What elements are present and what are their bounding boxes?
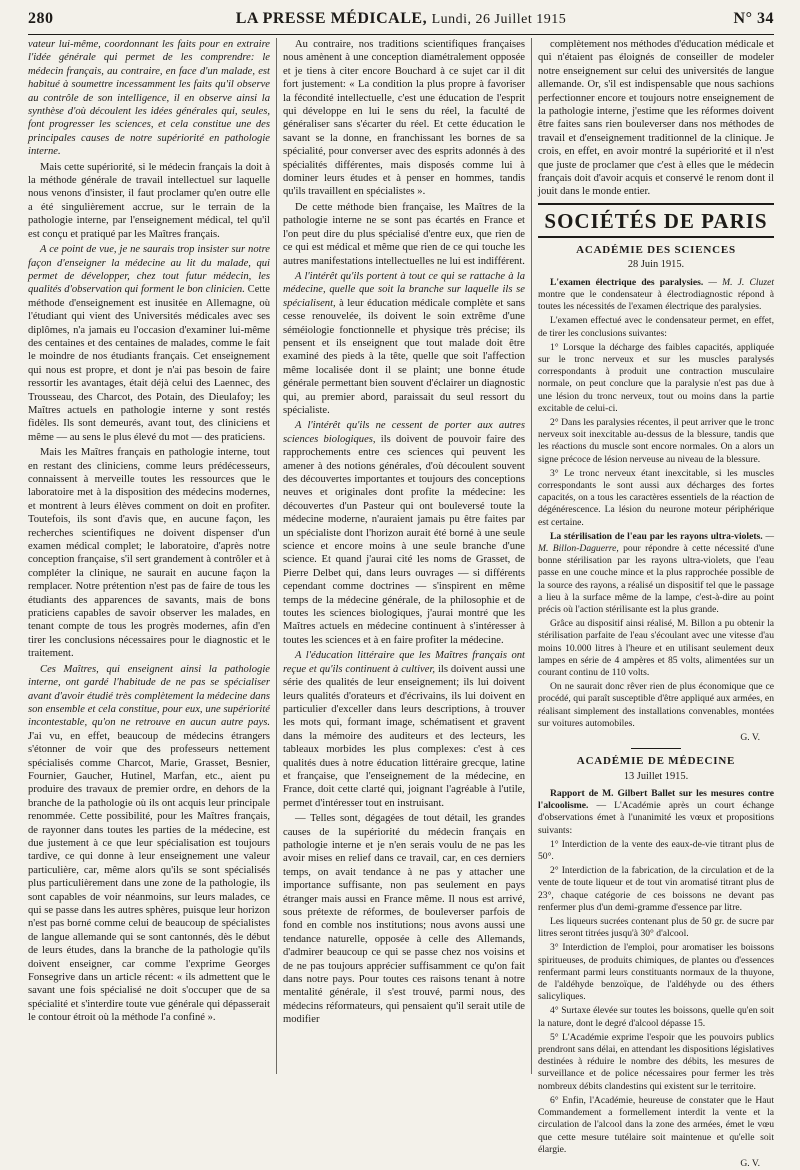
list-item: 2° Interdiction de la fabrication, de la circulation et de la vente de toute liqueur et de tout vin aromatisé titrant plus de 23°, chaque catégorie de ces boissons ne devant pas renfermer plus d'un demi-gramme d'essence par litre. [538,865,774,913]
article-alcoholism [538,788,774,1170]
signature: G. V. [740,1157,760,1169]
paragraph [283,419,525,647]
paragraph: L'examen effectué avec le condensateur permet, en effet, de tirer les conclusions suivantes: [538,315,774,339]
list-item: 2° Dans les paralysies récentes, il peut arriver que le tronc nerveux soit inexcitable au-dessus de la blessure, tandis que les réactions du muscle sont encore normales. On a alors un signe précoce de lésion nerveuse au niveau de la blessure. [538,416,774,465]
column-middle [283,38,525,1074]
header-rule [28,34,774,35]
column-divider-2 [531,38,532,1074]
list-item: 3° Le tronc nerveux étant inexcitable, si les muscles correspondants le sont aussi aux décharges des fortes capacités, on a tous les caractères essentiels de la réaction de dégénérescence. La lésion du neurone moteur périphérique est certaine. [538,467,774,528]
paragraph: De cette méthode bien française, les Maîtres de la pathologie interne ne se sont pas écartés en France et l'on peut dire du plus spécialisé d'entre eux, que rien de ce qui est médical et même que rien de ce qui touche les autres manifestations intellectuelles ne lui est indifférent. [283,201,525,267]
section-title-societes: SOCIÉTÉS DE PARIS [538,203,774,238]
academy-heading-sciences: ACADÉMIE DES SCIENCES [576,243,736,256]
academy-heading-medecine: ACADÉMIE DE MÉDECINE [576,755,736,768]
paragraph: Grâce au dispositif ainsi réalisé, M. Billon a pu obtenir la stérilisation parfaite de l'eau s'écoulant avec une vitesse d'au moins 10.000 litres à l'heure et en utilisant seulement deux lampes en série de 4 ampères et 85 volts, alimentées sur un courant continu de 110 volts. [538,618,774,678]
article-uv-sterilization [538,531,774,744]
paragraph-italic-lead: A l'éducation littéraire que les Maîtres français ont reçue et qu'ils continuent à cultiver, [283,650,525,675]
paragraph [283,649,525,810]
paragraph-body: à leur éducation médicale complète et sans cesse renouvelée, ils doivent le soin extrême d'une séméiologie fonctionnelle et physique très précise; ils pensent et ils enseignent que tout malade doit être examiné des pieds à la tête, quelle que soit l'affection même localisée dont il se plaint; une bonne étude générale permettant bien souvent d'éclairer un diagnostic qui, au premier abord, paraissait du seul ressort du spécialiste. [283,297,525,416]
article-lead-text: pour répondre à cette nécessité d'une bonne stérilisation par les rayons ultra-violets, que l'eau passe en une couche mince et la plus rapprochée possible de la source des rayons, a réalisé un dispositif tel que le passage a lieu à la surface même de la lampe, c'est-à-dire au point précis où l'action stérilisante est la plus grande. [538,542,774,615]
column-left [28,38,270,1074]
session-date: 13 Juillet 1915. [623,770,689,782]
article-author: — M. J. Cluzet [703,276,774,288]
list-item: 3° Interdiction de l'emploi, pour aromatiser les boissons spiritueuses, de produits chimiques, de plantes ou d'essences renfermant parmi leurs constituants normaux de la thuyone, de l'aldéhyde benzoïque, de l'aldéhyde ou des éthers salicyliques. [538,942,774,1003]
section-separator [631,748,681,749]
article-title: La stérilisation de l'eau par les rayons ultra-violets. [550,530,763,542]
paragraph: Mais cette supériorité, si le médecin français la doit à la méthode générale de travail intellectuel sur laquelle nous venons d'insister, il faut proclamer qu'en outre elle a été singulièrement accrue, sur le terrain de la pathologie interne, par l'enseignement médical, tel qu'il est conçu et pratiqué par les Maîtres français. [28,161,270,240]
list-item: 4° Surtaxe élevée sur toutes les boissons, quelle qu'en soit la nature, dont le degré d'alcool dépasse 15. [538,1005,774,1029]
article-title: Rapport de M. Gilbert Ballet sur les mesures contre l'alcoolisme. [538,788,774,812]
list-item: 6° Enfin, l'Académie, heureuse de constater que le Haut Commandement a formellement interdit la vente et la circulation de l'alcool dans la zone des armées, émet le vœu que cette mesure tutélaire soit maintenue et qu'elle soit élargie. [538,1094,774,1155]
paragraph: Les liqueurs sucrées contenant plus de 50 gr. de sucre par litres seront titrées jusqu'à 30° d'alcool. [538,916,774,940]
article-lead-text: montre que le condensateur à électrodiagnostic répond à toutes les nécessités de l'examen électrique des paralysies. [538,288,774,313]
article-title: L'examen électrique des paralysies. [550,276,704,288]
page-number: 280 [28,10,54,27]
paragraph: vateur lui-même, coordonnant les faits pour en extraire l'idée générale qui permet de les comprendre: le médecin français, au contraire, en face d'un malade, est habitué à soumettre incessamment les faits qu'il observe au contrôle de son intelligence, il en observe ainsi la synthèse d'où découlent les idées générales qui, seules, font progresser les sciences, et cela constitue une des principales causes de notre supériorité en pathologie interne. [28,39,270,158]
signature: G. V. [740,732,760,743]
paragraph [28,243,270,444]
column-divider-1 [276,38,277,1074]
paragraph-body: J'ai vu, en effet, beaucoup de médecins étrangers s'étonner de voir que des professeurs nettement spécialisés comme Charcot, Marie, Grasset, Besnier, Fournier, Gaucher, Hutinel, Marfan, etc., aient pu produire des travaux de premier ordre, en dehors de la branche de la pathologie où ils ont acquis leur principale renommée. Cette possibilité, pour les Maîtres français, de rayonner dans toutes les parties de la médecine, est due justement à ce que leur spécialisation est toujours tardive, ce qui donne à leur enseignement une valeur particulière, car, même alors qu'ils se sont spécialisés plus particulièrement dans une zone de la pathologie, ils sont capables de voir néanmoins, sur leurs malades, ce qui se passe dans les autres sphères, puisque leur horizon n'est pas borné comme celui de beaucoup de spécialistes de langue allemande qui se sont cantonnés, dès le début de leurs études, dans la branche de la pathologie qu'ils doivent enseigner, car comme l'exprime Georges Fonsegrive dans un article récent: « ils admettent que le savant une fois spécialisé ne doit s'occuper que de sa spécialité et s'interdire toute vue générale qui dépasserait le contour étroit où la méthode l'a confiné ». [28,730,270,1024]
paragraph: — Telles sont, dégagées de tout détail, les grandes causes de la supériorité du médecin français en pathologie interne et je n'en serais voulu de ne pas les avoir mises en relief dans ce travail, car, en ces derniers temps, on avait tendance à ne pas y attacher une importance suffisante, non pas seulement en pays étranger mais aussi en France même. Il nous est arrivé, sous prétexte de réformes, de bouleverser parfois de fond en comble nos institutions; nous avons aussi une tendance naturelle, opposée à celle des Allemands, d'admirer beaucoup ce qui se passe chez nos voisins et de ne pas toujours apprécier suffisamment ce qu'on fait dans notre pays. Pour toutes ces raisons tenant à notre mentalité générale, il s'est trouvé, parmi nous, des médecins réformateurs, qui pensaient qu'il serait utile de modifier [283,813,525,1026]
paragraph-italic-lead: A l'intérêt qu'ils ne cessent de porter aux autres sciences biologiques, [283,420,525,445]
article-electrical-exam [538,277,774,529]
running-title [28,10,774,28]
paragraph-italic-lead: Ces Maîtres, qui enseignent ainsi la pathologie interne, ont gardé l'habitude de ne pas se spécialiser avant d'avoir étudié très complètement la médecine dans son ensemble et cela constitue, pour eux, une supériorité incontestable, qu'on ne retrouve en aucun autre pays. [28,663,270,729]
article-lead [538,531,774,616]
list-item: 1° Interdiction de la vente des eaux-de-vie titrant plus de 50°. [538,838,774,863]
issue-number: N° 34 [733,10,774,27]
column-right [538,38,774,1169]
session-date: 28 Juin 1915. [627,259,685,271]
article-author: — M. Billon-Daguerre, [538,530,774,554]
article-lead-text: — L'Académie après un court échange d'observations émet à l'unanimité les vœux et propositions suivants: [538,800,774,836]
list-item: 1° Lorsque la décharge des faibles capacités, appliquée sur le tronc nerveux et sur les muscles paralysés correspondants à produit une contraction musculaire normale, on peut conclure que la paralysie n'est pas due à une lésion du tronc nerveux, tout ou moins dans la partie excitable de celui-ci. [538,341,774,414]
article-lead [538,788,774,837]
list-item: 5° L'Académie exprime l'espoir que les pouvoirs publics prendront sans délai, en attendant les dispositions législatives destinées à réduire le nombre des débits, les mesures de surveillance et de police nécessaires pour fermer les très nombreux débits clandestins qui existent sur le territoire. [538,1031,774,1092]
issue-date: Lundi, 26 Juillet 1915 [431,12,567,27]
paragraph: Au contraire, nos traditions scientifiques françaises nous amènent à une conception diamétralement opposée et je tiens à citer encore Bouchard à ce sujet car il dit fort justement: « La condition la plus propre à favoriser la fécondité intellectuelle, c'est une éducation de l'esprit qui développe en lui le sens du réel, la faculté de généraliser sans s'écarter du réel. Et cette éducation le savant se la donne, en franchissant les bornes de sa spécialité, pour converser avec des esprits adonnés à des spécialités différentes, mais disposés comme lui à dominer leurs études et à penser en hommes, tandis qu'ils travaillent en spécialistes ». [283,39,525,198]
paragraph: Mais les Maîtres français en pathologie interne, tout en restant des cliniciens, comme leurs prédécesseurs, connaissent à merveille toutes les ressources que le laboratoire met à la disposition des médecins modernes, et montrent à leurs élèves comment on doit en profiter. Toutefois, ils sont d'avis que, en aucune façon, les recherches scientifiques ne doivent dispenser d'un examen médical complet; le laboratoire, d'après notre conception française, s'il sert grandement à contrôler et à compléter la clinique, ne saurait en aucune façon la remplacer. Notre prétention n'est pas de faire de tous les étudiants des apparences de savants, mais de bons praticiens capables de savoir observer les malades, en tenant compte de tous les progrès modernes, afin d'en tirer les conclusions nécessaires pour le diagnostic et le traitement. [28,447,270,660]
paragraph-italic-lead: A ce point de vue, je ne saurais trop insister sur notre façon d'enseigner la médecine au lit du malade, qui permet de développer, chez tout futur médecin, les qualités d'observation qui forment le bon clinicien. [28,244,270,296]
paragraph-body: ils doivent de pouvoir faire des rapprochements entre ces sciences qui peuvent les amener à des notions générales, d'où découlent souvent des découvertes importantes et toujours des conceptions neuves et originales dont profite la médecine: les découvertes d'un Pasteur qui ont bouleversé toute la médecine moderne, n'auraient jamais pu être faites par un spécialiste dont l'horizon aurait été borné à une seule science et encore moins à une seule branche d'une science. Et quand j'aurai cité les noms de Grasset, de Pierre Delbet qui, dans leurs ouvrages — si différents cependant comme doctrines — s'inspirent en même temps de la médecine générale, de la philosophie et de toutes les sciences biologiques, j'aurai montré que les Maîtres actuels en médecine continuent à s'intéresser à toutes les sciences et à en faire profiter la médecine. [283,433,526,646]
paragraph-body: ils doivent aussi une série des qualités de leur enseignement; ils lui doivent leurs qualités d'orateurs et d'écrivains, ils lui doivent en particulier d'exceller dans leurs descriptions, à trouver les mots qui, formant image, schématisent et gravent dans la mémoire des auditeurs et des lecteurs, les tableaux morbides les plus complexes: c'est à ces qualités dues à notre éducation littéraire grecque, latine et française, que l'enseignement de la médecine, en France, doit cette clarté qui, joignant l'agréable à l'utile, permet d'intéresser tout en instruisant. [283,663,525,809]
paragraph-italic-lead: A l'intérêt qu'ils portent à tout ce qui se rattache à la médecine, quelle que soit la branche sur laquelle ils se spécialisent, [283,270,525,309]
paragraph: complètement nos méthodes d'éducation médicale et qui n'étaient pas éloignés de conseiller de modeler notre enseignement sur celui des universités de langue allemande. Or, s'il est indispensable que nous sachions perfectionner encore et toujours notre enseignement de la pathologie interne, j'estime que les réformes doivent être faites sans rien bouleverser dans nos méthodes de travail et d'enseignement traditionnel de la clinique. Je crois, en effet, en avoir montré la supériorité et il n'est que juste de proclamer que c'est à elles que le médecin français doit d'avoir acquis et conservé le renom dont il jouit dans le monde entier. [538,39,774,198]
paragraph [283,270,525,417]
article-lead [538,277,774,314]
journal-title: LA PRESSE MÉDICALE, [235,10,428,27]
paragraph-body: Cette méthode d'enseignement est inusitée en Allemagne, où l'étudiant qui vient des Universités médicales avec ses diplômes, n'a jamais eu l'occasion d'examiner lui-même des centaines et des centaines de malades, comme le fait le moindre de nos étudiants français. Cet enseignement qui nous est propre, et dont je n'ai pas besoin de faire ressortir les avantages, était déjà celui des Laennec, des Trousseau, des Charcot, des Potain, des Dieulafoy; les Maîtres actuels en pathologie interne y sont restés fidèles. Ils sont demeurés, avant tout, des cliniciens et même — au sens le plus élevé du mot — des praticiens. [28,284,270,443]
paragraph: On ne saurait donc rêver rien de plus économique que ce procédé, qui paraît susceptible d'être appliqué aux armées, en réalisant simplement des installations convenables, montées sur voitures automobiles. [538,681,774,729]
paragraph [28,663,270,1025]
page-header [28,8,774,32]
